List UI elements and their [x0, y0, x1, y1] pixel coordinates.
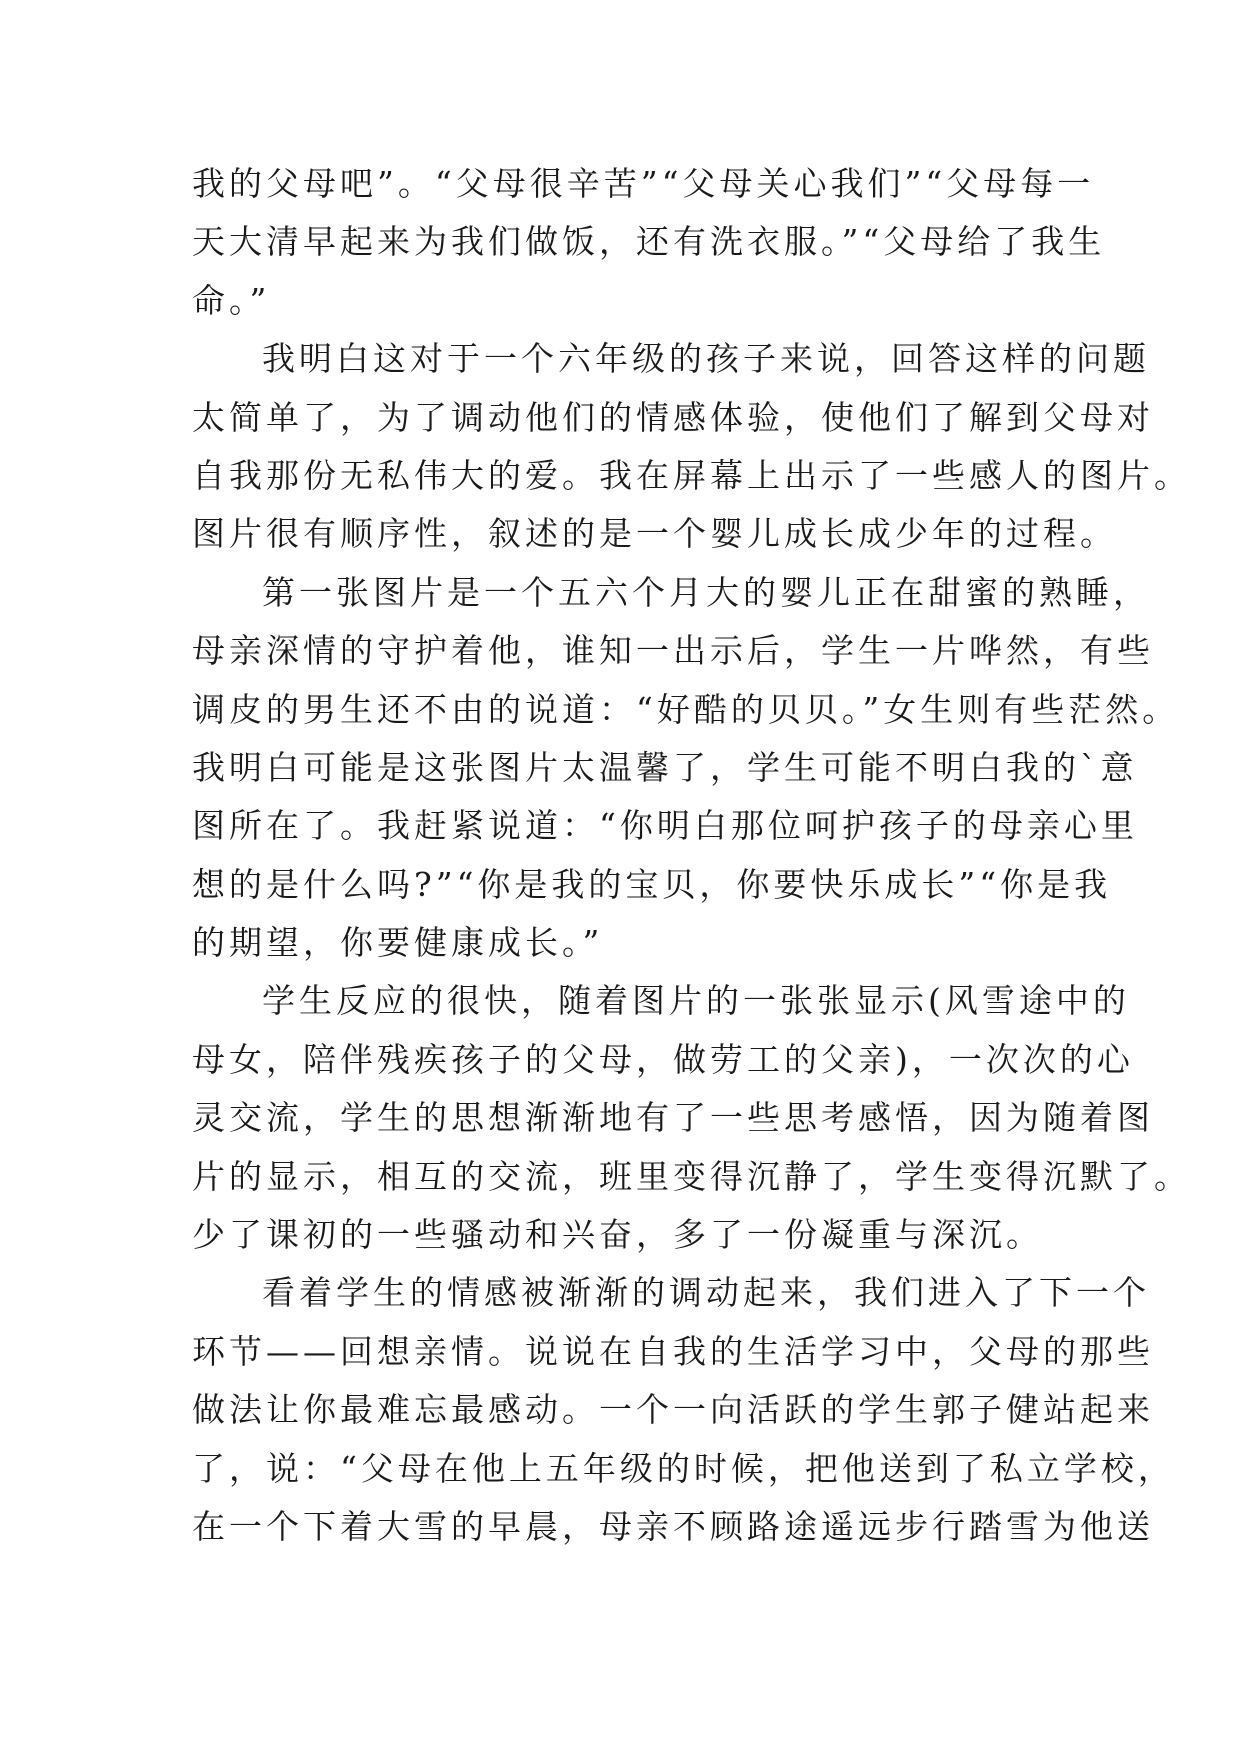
text-line: 做法让你最难忘最感动。一个一向活跃的学生郭子健站起来 — [192, 1390, 1154, 1430]
paragraph-3 — [192, 564, 1180, 973]
paragraph-2 — [192, 330, 1191, 564]
text-line: 在一个下着大雪的早晨，母亲不顾路途遥远步行踏雪为他送 — [192, 1506, 1154, 1546]
text-line: 看着学生的情感被渐渐的调动起来，我们进入了下一个 — [262, 1273, 1150, 1313]
text-line: 学生反应的很快，随着图片的一张张显示(风雪途中的 — [262, 981, 1130, 1021]
paragraph-1 — [192, 155, 1106, 330]
text-line: 我的父母吧”。“父母很辛苦”“父母关心我们”“父母每一 — [192, 164, 1095, 203]
text-line: 的期望，你要健康成长。” — [192, 923, 604, 963]
text-line: 第一张图片是一个五六个月大的婴儿正在甜蜜的熟睡， — [262, 572, 1150, 612]
text-line: 灵交流，学生的思想渐渐地有了一些思考感悟，因为随着图 — [192, 1098, 1154, 1138]
text-line: 图片很有顺序性，叙述的是一个婴儿成长成少年的过程。 — [192, 514, 1117, 554]
body-text — [192, 155, 1191, 1556]
text-line: 片的显示，相互的交流，班里变得沉静了，学生变得沉默了。 — [192, 1156, 1191, 1196]
paragraph-5 — [192, 1264, 1175, 1556]
text-line: 想的是什么吗?”“你是我的宝贝，你要快乐成长”“你是我 — [192, 864, 1112, 904]
text-line: 调皮的男生还不由的说道：“好酷的贝贝。”女生则有些茫然。 — [192, 689, 1180, 729]
text-line: 太简单了，为了调动他们的情感体验，使他们了解到父母对 — [192, 397, 1154, 437]
text-line: 我明白这对于一个六年级的孩子来说，回答这样的问题 — [262, 339, 1150, 379]
paragraph-4 — [192, 972, 1191, 1264]
text-line: 少了课初的一些骚动和兴奋，多了一份凝重与深沉。 — [192, 1215, 1043, 1255]
text-line: 母亲深情的守护着他，谁知一出示后，学生一片哗然，有些 — [192, 631, 1154, 671]
text-line: 自我那份无私伟大的爱。我在屏幕上出示了一些感人的图片。 — [192, 455, 1191, 495]
text-line: 了，说：“父母在他上五年级的时候，把他送到了私立学校， — [192, 1448, 1175, 1488]
text-line: 命。” — [192, 280, 271, 320]
text-line: 我明白可能是这张图片太温馨了，学生可能不明白我的`意 — [192, 747, 1138, 787]
text-line: 图所在了。我赶紧说道：“你明白那位呵护孩子的母亲心里 — [192, 806, 1138, 846]
text-line: 母女，陪伴残疾孩子的父母，做劳工的父亲)，一次次的心 — [192, 1039, 1134, 1079]
text-line: 天大清早起来为我们做饭，还有洗衣服。”“父母给了我生 — [192, 222, 1106, 262]
text-line: 环节——回想亲情。说说在自我的生活学习中，父母的那些 — [192, 1331, 1154, 1371]
